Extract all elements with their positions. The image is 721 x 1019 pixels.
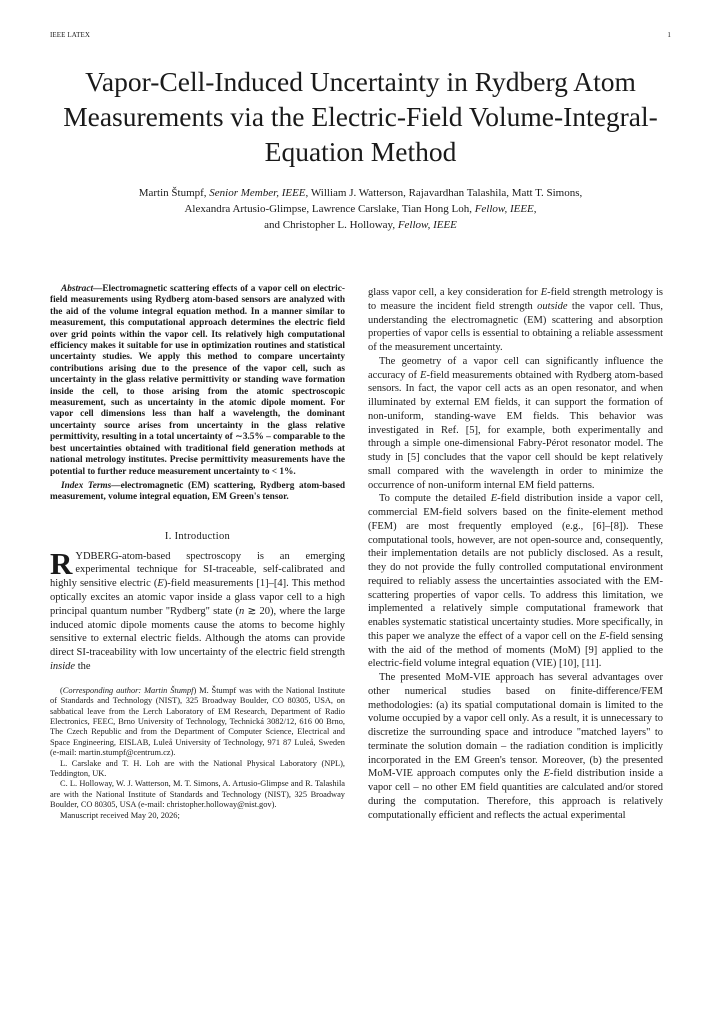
left-column: [50, 284, 345, 821]
author-list: [60, 185, 661, 233]
author-line-3: and Christopher L. Holloway, Fellow, IEEE: [264, 219, 457, 231]
intro-paragraph: RYDBERG-atom-based spectroscopy is an emerging experimental technique for SI-traceable, self-calibrated and highly sensitive electric (E)-field measurements [1]–[4]. This method optically excites an atomic vapor inside a glass vapor cell to a high principal quantum number "Rydberg" state (n ≳ 20), where the large induced atomic dipole moments cause the atoms to become highly sensitive to external electric fields. Although the atoms can provide direct SI-traceability with low uncertainty of the electric field strength inside the: [50, 545, 345, 672]
body-paragraph-1: glass vapor cell, a key consideration for E-field strength metrology is to measure the incident field strength outside the vapor cell. Thus, understanding the electromagnetic (EM) scattering and absorption properties of vapor cells is essential to obtaining a reliable assessment of the measurement uncertainty.: [368, 287, 663, 353]
running-header: IEEE LATEX: [50, 31, 91, 39]
footnote-corresponding-author: (Corresponding author: Martin Štumpf) M. Štumpf was with the National Institute of Standards and Technology (NIST), 325 Broadway Boulder, CO 80305, USA, on sabbatical leave from the Lerch Laboratory of EM Research, Department of Radio Electronics, FEEC, Brno University of Technology, Technická 3082/12, 616 00 Brno, The Czech Republic and from the Department of Computer Science, Electrical and Space Engineering, EISLAB, Luleå University of Technology, 971 87 Luleå, Sweden (e-mail: martin.stumpf@centrum.cz).: [50, 685, 345, 758]
footnote-npl: L. Carslake and T. H. Loh are with the National Physical Laboratory (NPL), Teddington, UK.: [50, 758, 345, 778]
body-paragraph-2: The geometry of a vapor cell can significantly influence the accuracy of E-field measurements obtained with Rydberg atom-based sensors. In fact, the vapor cell acts as an open resonator, and when illuminated by external EM fields, it can support the formation of non-uniform, standing-wave EM fields. This behavior was investigated in Ref. [5], for example, both experimentally and through a simple one-dimensional Fabry-Pérot resonator model. The study in [5] concludes that the vapor cell should be kept relatively small compared with the wavelength in order to minimize the occurrence of non-uniform internal EM field patterns.: [368, 355, 664, 491]
abstract: Abstract—Electromagnetic scattering effects of a vapor cell on electric-field measurements using Rydberg atom-based sensors are analyzed with the aid of the volume integral equation method. In a manner similar to measurement, this computational approach determines the electric field over grid points within the vapor cell. Its relatively high computational efficiency makes it suitable for use in optimization routines and statistical uncertainty studies. We apply this method to compare uncertainty contributions arising due to the presence of the vapor cell, such as uncertainty in the glass relative permittivity or standing wave formation inside the cell, to those arising from the atomic spectroscopic measurement, such as uncertainty in the atomic dipole moment. For vapor cell dimensions less than half a wavelength, the dominant uncertainty source arises from uncertainty in the glass relative permittivity, resulting in a total uncertainty of ∼3.5% – comparable to the best uncertainties obtained with traditional field generation methods at national metrology institutes. Precise permittivity measurements have the potential to further reduce measurement uncertainty to < 1%.: [50, 284, 345, 477]
page-number: 1: [667, 31, 671, 39]
index-terms: Index Terms—electromagnetic (EM) scattering, Rydberg atom-based measurement, volume integral equation, EM Green's tensor.: [50, 480, 345, 503]
body-paragraph-3: To compute the detailed E-field distribution inside a vapor cell, commercial EM-field solvers based on the finite-element method (FEM) are most frequently employed (e.g., [6]–[8]). These computational tools, however, are not open-source and, consequently, their implementation details are not publicly disclosed. As a result, they do not provide the fully controlled computational environment required to reliably assess the uncertainties associated with the EM-scattering properties of vapor cells. To address this limitation, we implemented a relatively simple computational framework that enables systematic statistical uncertainty studies. More specifically, in this paper we analyze the effect of a vapor cell on the E-field sensing with the aid of the method of moments (MoM) [9] applied to the electric-field volume integral equation (VIE) [10], [11].: [368, 493, 663, 670]
drop-cap: R: [50, 545, 73, 581]
footnote-manuscript-received: Manuscript received May 20, 2026;: [60, 810, 180, 820]
author-line-2: Alexandra Artusio-Glimpse, Lawrence Carslake, Tian Hong Loh, Fellow, IEEE,: [184, 203, 537, 215]
footnote-nist: C. L. Holloway, W. J. Watterson, M. T. Simons, A. Artusio-Glimpse and R. Talashila are with the National Institute of Standards and Technology (NIST), 325 Broadway Boulder, CO 80305, USA (e-mail: christopher.holloway@nist.gov).: [50, 779, 345, 810]
author-line-1: Martin Štumpf, Senior Member, IEEE, William J. Watterson, Rajavardhan Talashila, Matt T. Simons,: [138, 187, 583, 199]
right-column: [368, 286, 663, 822]
paper-title: Vapor-Cell-Induced Uncertainty in Rydberg Atom Measurements via the Electric-Field Volume-Integral-Equation Method: [63, 66, 658, 167]
body-paragraph-4: The presented MoM-VIE approach has several advantages over other numerical studies based on finite-difference/FEM methodologies: (a) its spatial computational domain is limited to the volume occupied by a vapor cell only. As a result, it is unnecessary to discretize the surrounding space and introduce "matched layers" to terminate the solution domain – the radiation condition is implicitly incorporated in the EM Green's tensor. Moreover, (b) the presented MoM-VIE approach computes only the E-field distribution inside a vapor cell – no other EM field quantities are calculated and/or stored during the computation. Therefore, this approach is relatively computationally efficient and reflects the actual experimental: [368, 672, 663, 821]
section-heading-introduction: I. Introduction: [164, 530, 231, 542]
